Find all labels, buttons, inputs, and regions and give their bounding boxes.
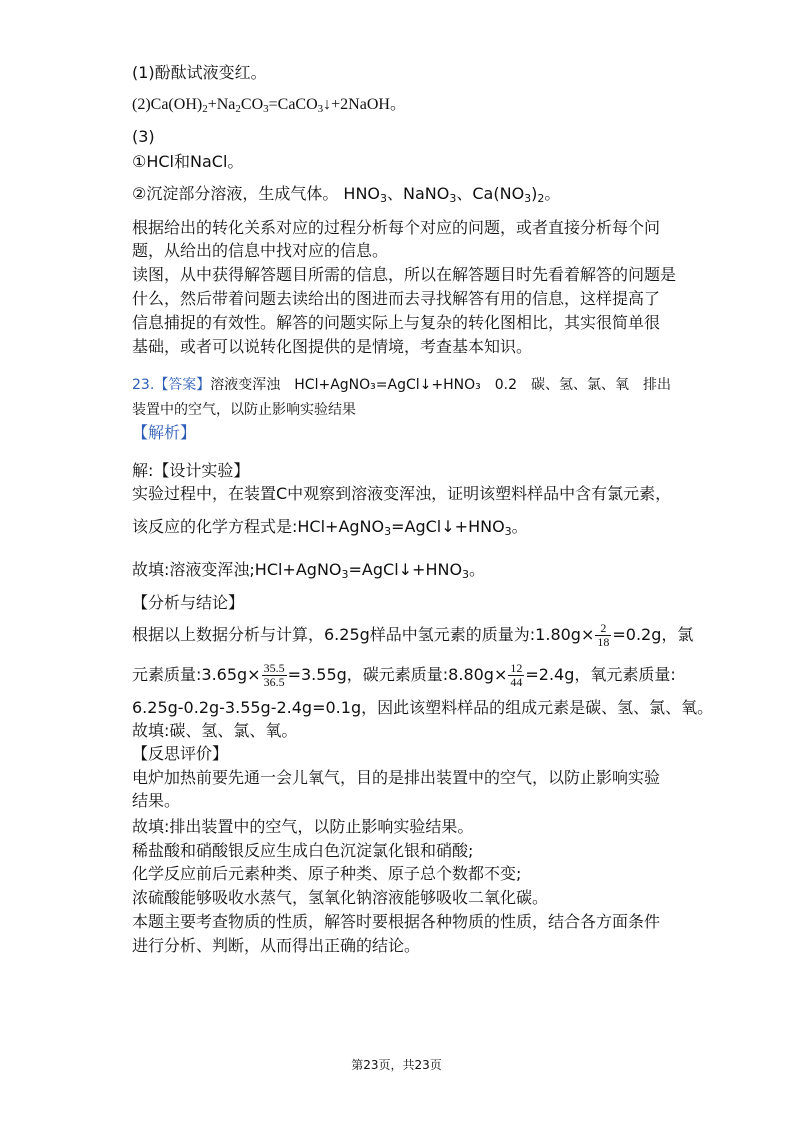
q23-answer-cont: 装置中的空气，以防止影响实验结果 — [132, 402, 356, 418]
analysis-line: 题，从给出的信息中找对应的信息。 — [132, 241, 389, 260]
answer-tag: 【答案】 — [154, 377, 211, 393]
analysis-line: 什么，然后带着问题去读给出的图进而去寻找解答有用的信息，这样提高了 — [132, 289, 661, 308]
answer-3-1: ①HCl和NaCl。 — [132, 152, 244, 171]
solution-line: 实验过程中，在装置C中观察到溶液变浑浊，证明该塑料样品中含有氯元素， — [132, 484, 672, 503]
fill-answer-2: 故填:碳、氢、氯、氧。 — [132, 721, 298, 740]
analysis-tag: 【解析】 — [132, 423, 197, 442]
answer-3-label: (3) — [132, 127, 155, 146]
q23-number: 23. — [132, 377, 155, 393]
fraction: $\frac{12}{44}$ — [510, 661, 523, 689]
fraction: $\frac{2}{18}$ — [597, 621, 610, 649]
calc-line: 根据以上数据分析与计算，6.25g样品中氢元素的质量为:1.80g× $\frac{2}{18}$ =0.2g，氯 — [132, 621, 694, 649]
analysis-line: 信息捕捉的有效性。解答的问题实际上与复杂的转化图相比，其实很简单很 — [132, 313, 661, 332]
solution-line: 浓硫酸能够吸收水蒸气，氢氧化钠溶液能够吸收二氧化碳。 — [132, 888, 549, 907]
solution-line: 稀盐酸和硝酸银反应生成白色沉淀氯化银和硝酸; — [132, 841, 474, 860]
calc-line: 元素质量:3.65g× $\frac{35.5}{36.5}$ =3.55g，碳元素质量:8.80g× $\frac{12}{44}$ =2.4g，氧元素质量: — [132, 661, 676, 689]
solution-line: 本题主要考查物质的性质，解答时要根据各种物质的性质，结合各方面条件 — [132, 912, 661, 931]
solution-line: 电炉加热前要先通一会儿氧气，目的是排出装置中的空气，以防止影响实验 — [132, 768, 661, 787]
section-reflection: 【反思评价】 — [132, 744, 229, 763]
solution-line: 结果。 — [132, 791, 181, 810]
fill-answer-1: 故填:溶液变浑浊$;HCl+AgNO_3=AgCl↓+HNO_3$。 — [132, 560, 486, 581]
analysis-line: 基础，或者可以说转化图提供的是情境，考查基本知识。 — [132, 337, 533, 356]
solution-line: 化学反应前后元素种类、原子种类、原子总个数都不变; — [132, 864, 522, 883]
fill-answer-3: 故填:排出装置中的空气，以防止影响实验结果。 — [132, 817, 474, 836]
analysis-line: 读图，从中获得解答题目所需的信息，所以在解答题目时先看着解答的问题是 — [132, 265, 677, 284]
analysis-line: 根据给出的转化关系对应的过程分析每个对应的问题，或者直接分析每个问 — [132, 218, 661, 237]
solution-line: 进行分析、判断，从而得出正确的结论。 — [132, 936, 421, 955]
answer-3-2: ②沉淀部分溶液，生成气体。 $HNO_3$、NaNO$_3$、$Ca(NO_3)_2$。 — [132, 184, 561, 205]
equation-line: 该反应的化学方程式是$:HCl+AgNO_3=AgCl↓+HNO_3$。 — [132, 517, 528, 538]
q23-answer: 23.【答案】溶液变浑浊 HCl+AgNO₃=AgCl↓+HNO₃ 0.2 碳、氢、氯、氧 排出 — [132, 377, 671, 393]
fraction: $\frac{35.5}{36.5}$ — [263, 661, 285, 689]
page-footer: 第23页，共23页 — [351, 1058, 442, 1072]
answer-2-equation: $(2)Ca(OH)_2+Na_2CO_3=CaCO_3↓+2NaOH$。 — [132, 96, 406, 115]
section-design: 解:【设计实验】 — [132, 461, 250, 480]
section-analysis: 【分析与结论】 — [132, 593, 245, 612]
answer-1: (1)酚酞试液变红。 — [132, 63, 267, 82]
calc-line: 6.25g-0.2g-3.55g-2.4g=0.1g，因此该塑料样品的组成元素是碳、氢、氯、氧。 — [132, 698, 714, 717]
